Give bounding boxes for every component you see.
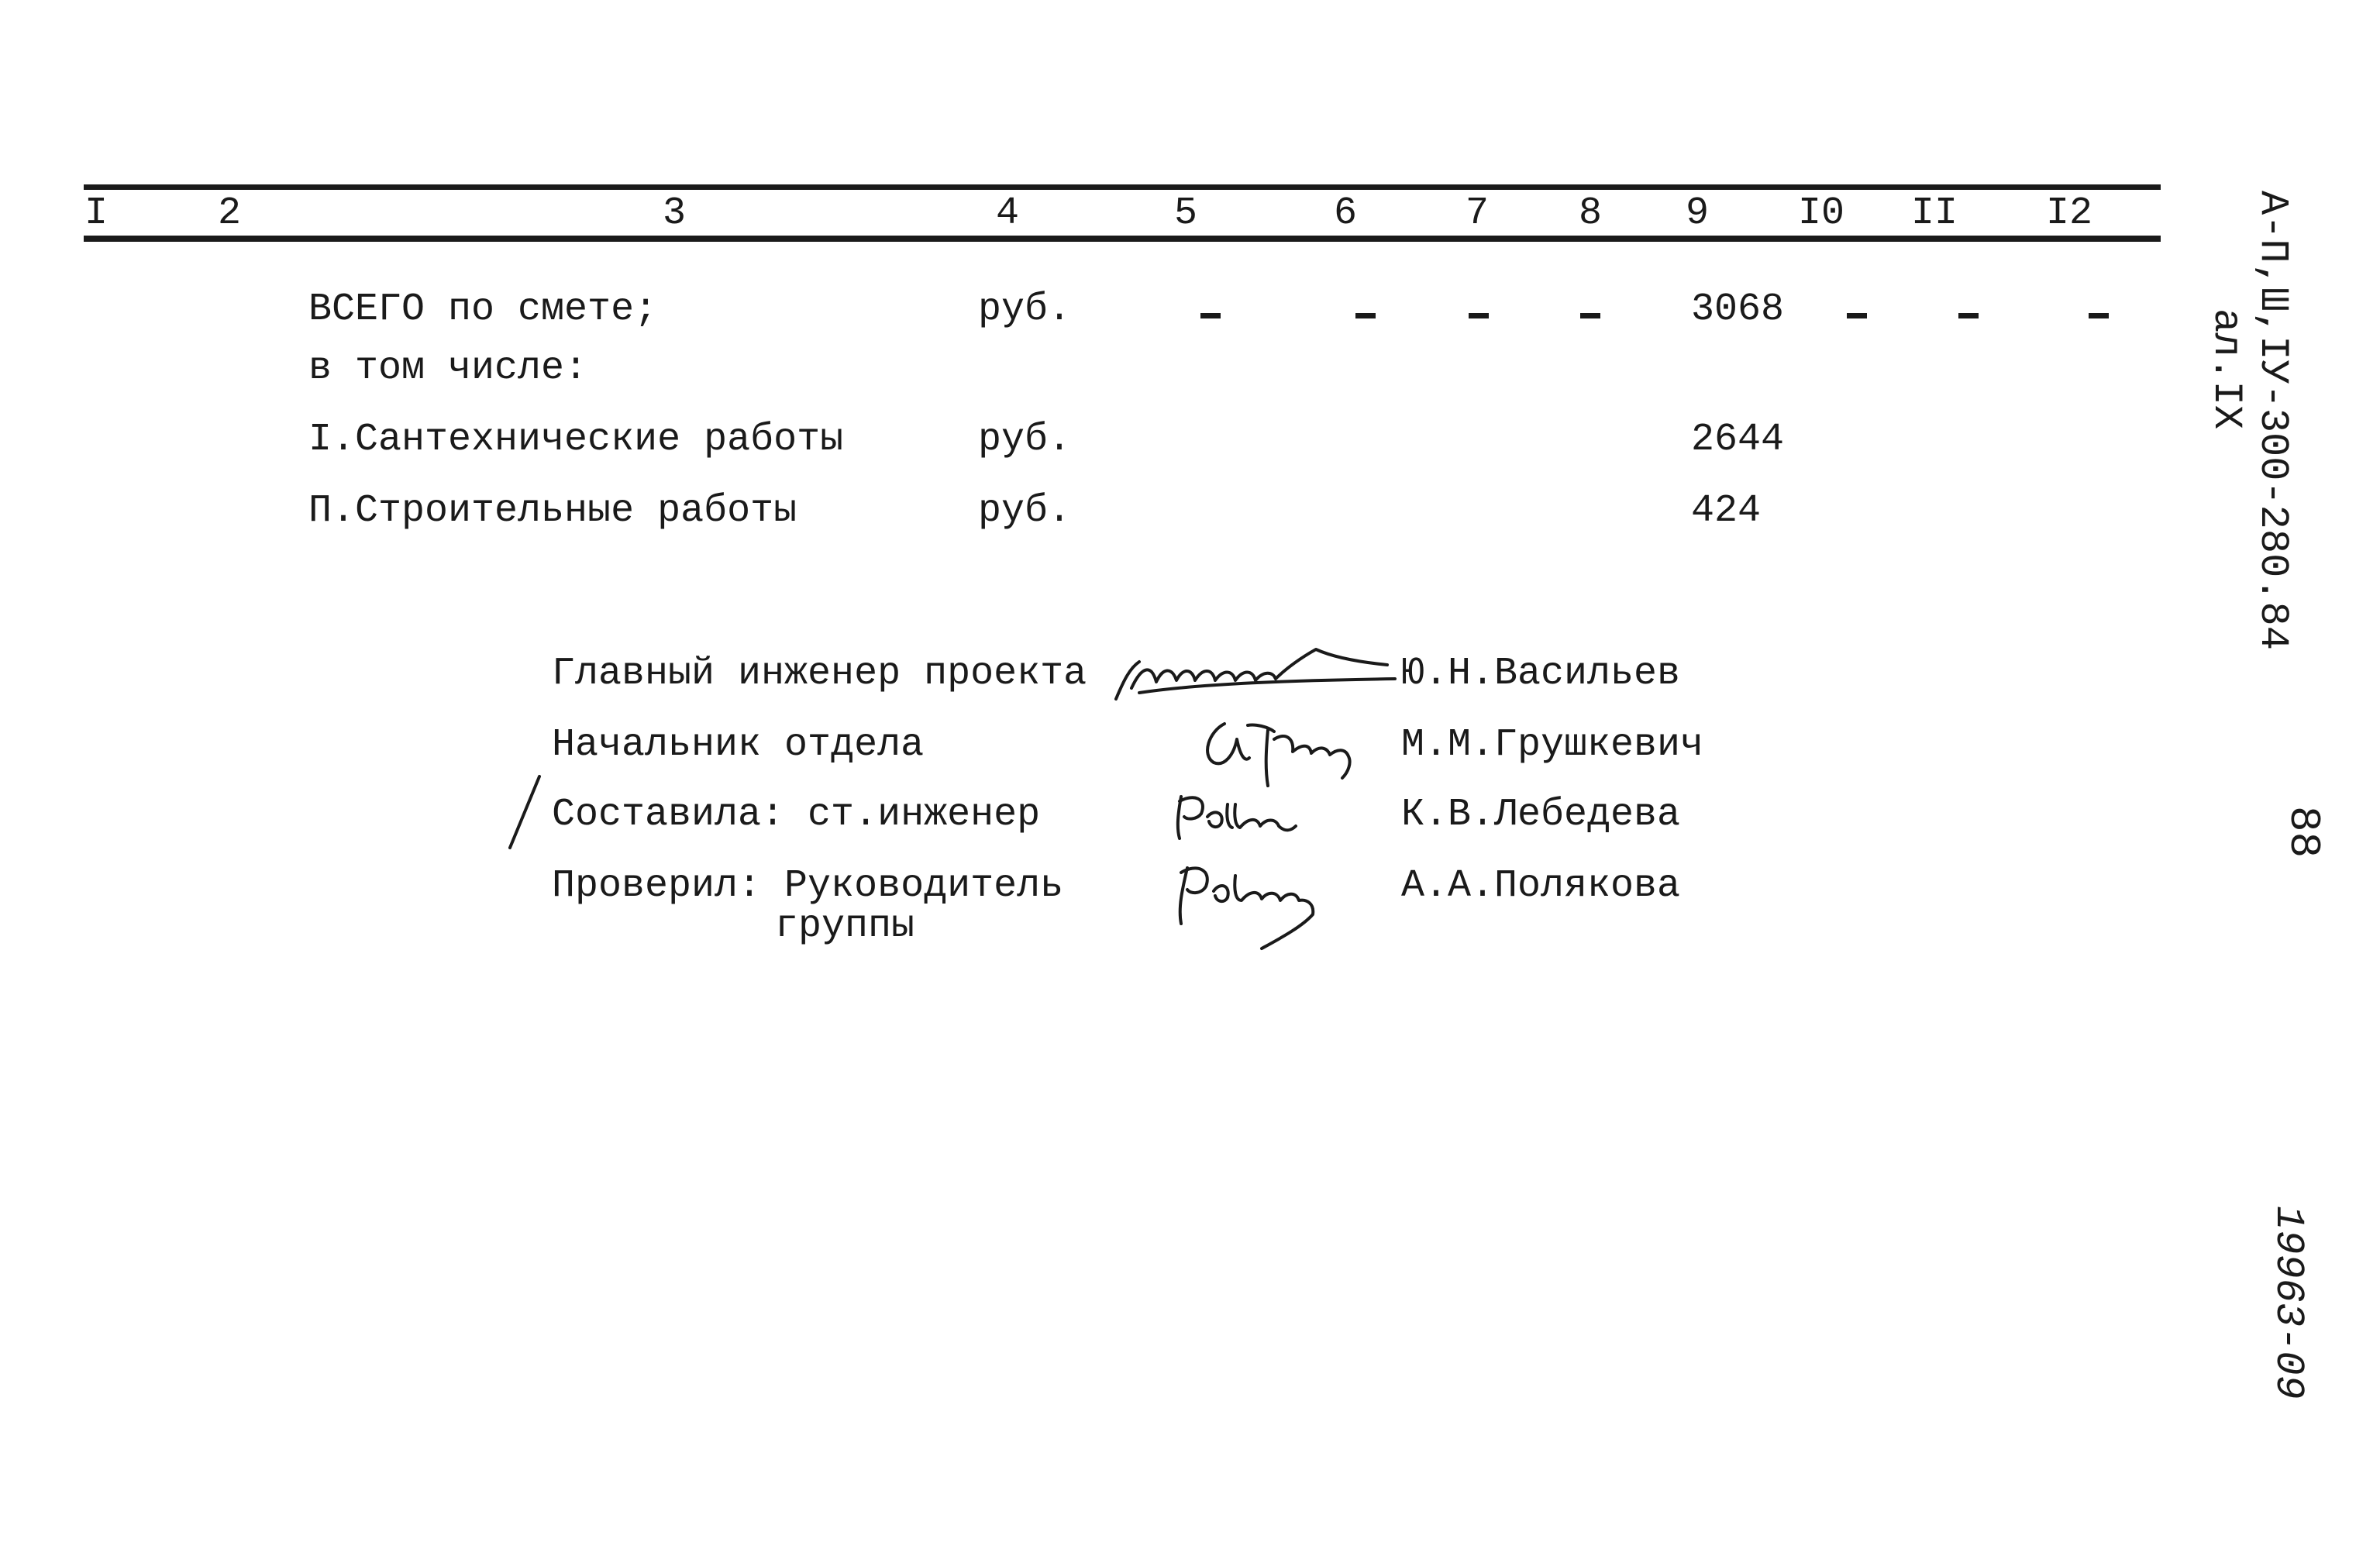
row-name: в том числе: [308, 346, 588, 391]
column-header-10: I0 [1797, 191, 1845, 236]
row-value: 424 [1691, 489, 1762, 533]
row-name: ВСЕГО по смете; [308, 287, 658, 332]
row-unit: руб. [978, 489, 1072, 533]
signer-role-line2: группы [775, 904, 915, 948]
slash-mark [505, 773, 544, 851]
column-header-5: 5 [1173, 191, 1198, 236]
row-name: I.Сантехнические работы [308, 418, 844, 462]
signer-role: Составила: ст.инженер [552, 793, 1041, 837]
column-header-3: 3 [662, 191, 687, 236]
signer-name: К.В.Лебедева [1401, 793, 1681, 837]
signature-2 [1193, 708, 1364, 793]
dash-col8 [1580, 313, 1600, 318]
signature-1 [1108, 634, 1403, 711]
signature-4 [1170, 852, 1372, 953]
column-header-11: II [1910, 191, 1958, 236]
column-header-4: 4 [995, 191, 1020, 236]
signer-role: Проверил: Руководитель [552, 864, 1064, 908]
dash-col11 [1958, 313, 1979, 318]
document-sheet: ал.IX [2203, 308, 2249, 430]
dash-col5 [1200, 313, 1221, 318]
dash-col10 [1847, 313, 1867, 318]
row-unit: руб. [978, 287, 1072, 332]
row-total-value: 3068 [1691, 287, 1785, 332]
signer-role: Начальник отдела [552, 723, 925, 767]
signature-3 [1170, 783, 1325, 845]
column-header-6: 6 [1333, 191, 1358, 236]
dash-col6 [1355, 313, 1376, 318]
signer-name: Ю.Н.Васильев [1401, 652, 1681, 696]
column-header-8: 8 [1578, 191, 1603, 236]
page-number: 88 [2278, 806, 2328, 859]
row-unit: руб. [978, 418, 1072, 462]
column-header-9: 9 [1685, 191, 1710, 236]
column-header-7: 7 [1465, 191, 1490, 236]
row-name: П.Строительные работы [308, 489, 797, 533]
signer-role: Главный инженер проекта [552, 652, 1087, 696]
signer-name: А.А.Полякова [1401, 864, 1681, 908]
archive-number: 19963-09 [2265, 1206, 2311, 1399]
table-header-rule [84, 236, 2161, 242]
row-value: 2644 [1691, 418, 1785, 462]
dash-col12 [2089, 313, 2109, 318]
signer-name: М.М.Грушкевич [1401, 723, 1704, 767]
document-code: А-П,Ш,IУ-300-280.84 [2250, 191, 2296, 650]
table-top-rule [84, 184, 2161, 190]
column-header-1: I [84, 191, 108, 236]
dash-col7 [1469, 313, 1489, 318]
column-header-12: I2 [2045, 191, 2093, 236]
column-header-2: 2 [217, 191, 242, 236]
